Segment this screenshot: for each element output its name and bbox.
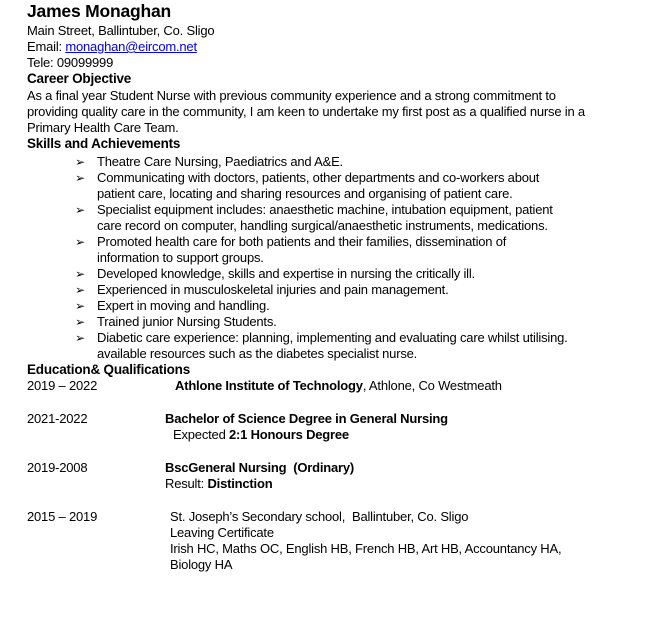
arrow-bullet-icon: ➢: [75, 283, 86, 297]
education-dates: 2021-2022: [27, 411, 88, 426]
skill-item: [27, 314, 599, 330]
skill-item: [27, 330, 599, 362]
skills-heading: Skills and Achievements: [27, 136, 181, 151]
education-entry: [27, 460, 599, 492]
degree-title: Bachelor of Science Degree in General Nursing: [165, 411, 448, 426]
skill-item-text: Experienced in musculoskeletal injuries and pain management.: [97, 282, 449, 297]
certificate-line: Leaving Certificate: [170, 525, 274, 540]
arrow-bullet-icon: ➢: [75, 299, 86, 313]
address-line: Main Street, Ballintuber, Co. Sligo: [27, 23, 215, 38]
career-objective-text: As a final year Student Nurse with previous community experience and a strong commitment to providing quality care in the community, I am keen to undertake my first post as a qualified nurse in a Primary Health Care Team.: [27, 88, 589, 135]
skill-item-text: Trained junior Nursing Students.: [97, 314, 277, 329]
skill-item-text: Diabetic care experience: planning, implementing and evaluating care whilst utilising. available resources such as the diabetes specialist nurse.: [97, 330, 571, 361]
subjects-line: Biology HA: [170, 557, 233, 572]
skills-list: [27, 154, 599, 362]
education-heading: Education& Qualifications: [27, 362, 191, 377]
skill-item: [27, 202, 599, 234]
person-name: James Monaghan: [27, 1, 172, 21]
email-link[interactable]: monaghan@eircom.net: [65, 39, 197, 54]
education-dates: 2015 – 2019: [27, 509, 98, 524]
degree-result-line: [165, 476, 599, 492]
education-entry: [27, 378, 599, 394]
subjects-line: Irish HC, Maths OC, English HB, French HB, Art HB, Accountancy HA,: [170, 541, 562, 556]
skill-item-text: Expert in moving and handling.: [97, 298, 270, 313]
education-details: [165, 509, 599, 573]
institution-location: , Athlone, Co Westmeath: [362, 378, 502, 393]
arrow-bullet-icon: ➢: [75, 155, 86, 169]
skill-item: [27, 154, 599, 170]
education-entry: [27, 411, 599, 443]
degree-title: BscGeneral Nursing (Ordinary): [165, 460, 355, 475]
skill-item: [27, 266, 599, 282]
arrow-bullet-icon: ➢: [75, 235, 86, 249]
result-value: Distinction: [207, 476, 273, 491]
arrow-bullet-icon: ➢: [75, 331, 86, 345]
skill-item: [27, 282, 599, 298]
skill-item-text: Communicating with doctors, patients, other departments and co-workers about patient care, locating and sharing resources and organising of patient care.: [97, 170, 543, 201]
degree-result-line: [165, 427, 599, 443]
skill-item: [27, 234, 599, 266]
result-prefix: Expected: [173, 427, 230, 442]
skill-item: [27, 298, 599, 314]
skill-item-text: Theatre Care Nursing, Paediatrics and A&E.: [97, 154, 343, 169]
education-details: [165, 411, 599, 443]
education-entry: [27, 509, 599, 573]
education-details: [165, 378, 599, 394]
skill-item-text: Specialist equipment includes: anaesthetic machine, intubation equipment, patient care record on computer, handling surgical/anaesthetic instruments, medications.: [97, 202, 557, 233]
tele-line: Tele: 09099999: [27, 55, 114, 70]
arrow-bullet-icon: ➢: [75, 315, 86, 329]
education-details: [165, 460, 599, 492]
career-objective-heading: Career Objective: [27, 71, 132, 86]
result-value: 2:1 Honours Degree: [229, 427, 349, 442]
institution-name: Athlone Institute of Technology: [175, 378, 363, 393]
result-prefix: Result:: [165, 476, 208, 491]
arrow-bullet-icon: ➢: [75, 171, 86, 185]
skill-item-text: Developed knowledge, skills and expertise in nursing the critically ill.: [97, 266, 475, 281]
education-institution-line: [165, 378, 599, 394]
arrow-bullet-icon: ➢: [75, 267, 86, 281]
school-name-line: St. Joseph’s Secondary school, Ballintuber, Co. Sligo: [170, 509, 469, 524]
skill-item-text: Promoted health care for both patients and their families, dissemination of information to support groups.: [97, 234, 510, 265]
email-line: [27, 39, 599, 55]
skill-item: [27, 170, 599, 202]
education-dates: 2019 – 2022: [27, 378, 98, 393]
arrow-bullet-icon: ➢: [75, 203, 86, 217]
email-label: Email:: [27, 39, 66, 54]
education-dates: 2019-2008: [27, 460, 88, 475]
